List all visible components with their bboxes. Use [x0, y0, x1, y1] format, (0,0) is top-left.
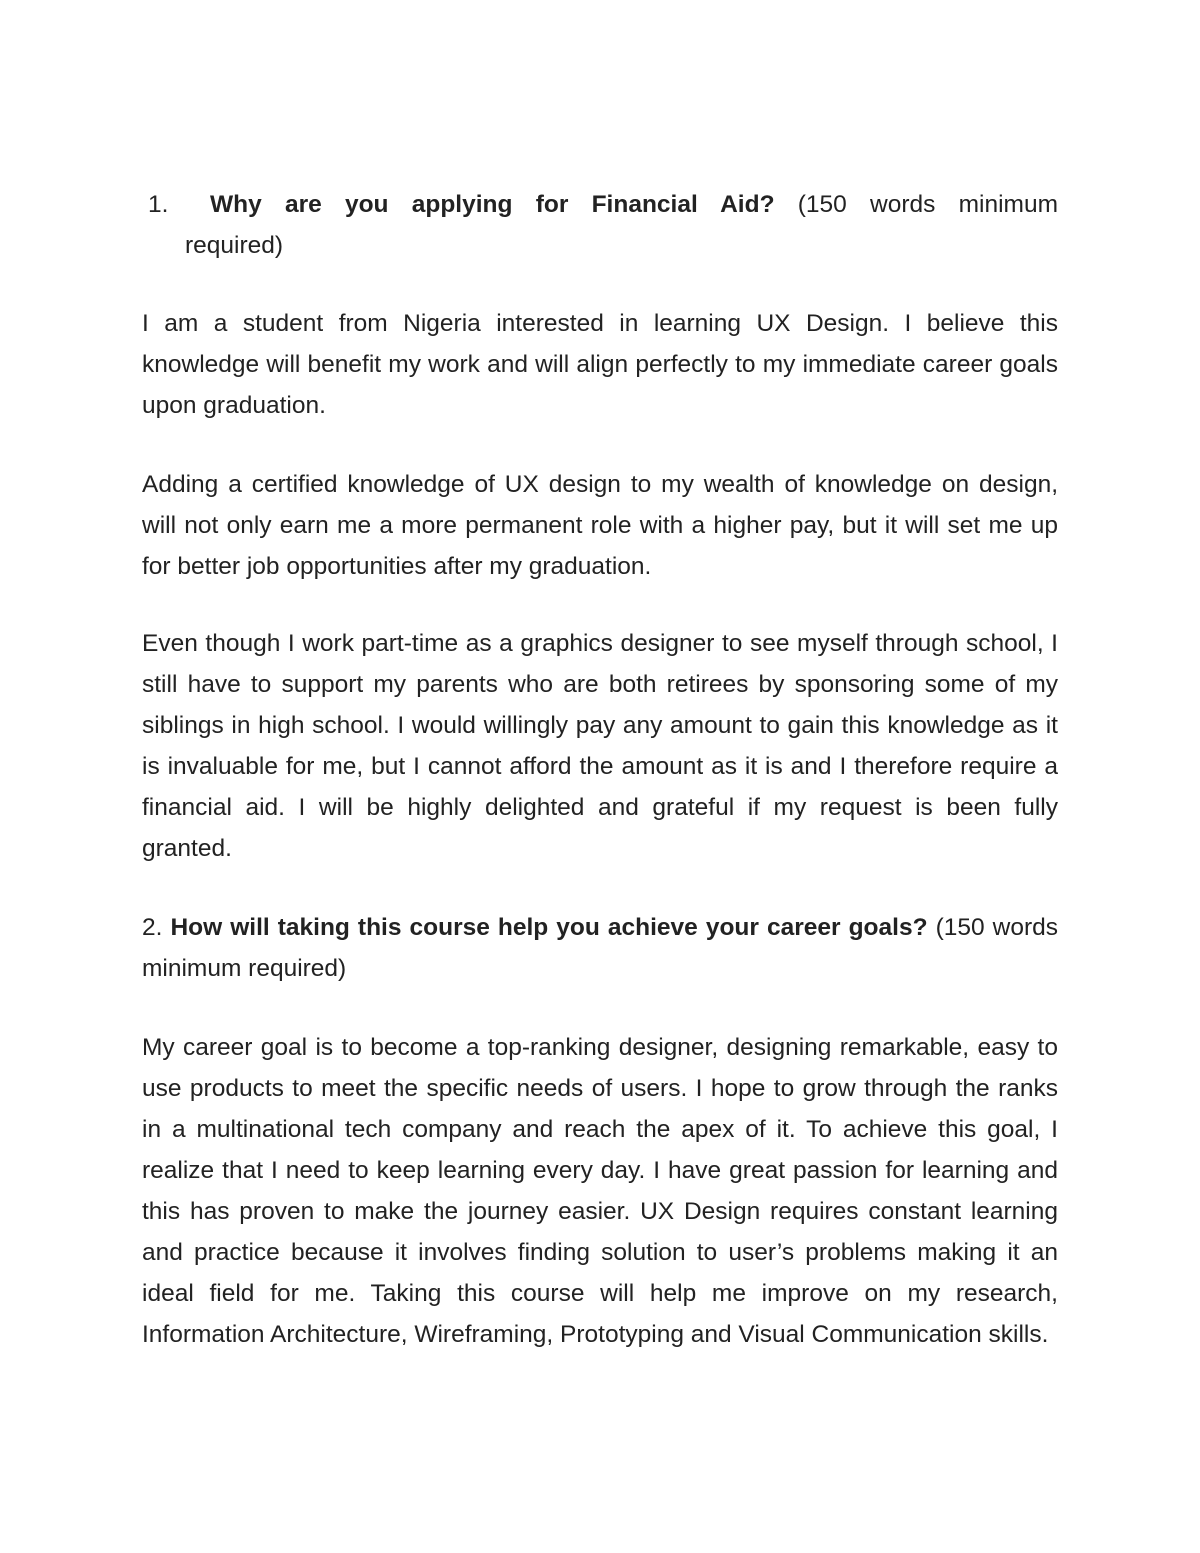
question-2-number: 2.: [142, 914, 171, 941]
answer-2-paragraph-1: My career goal is to become a top-ranking designer, designing remarkable, easy to use products to meet the specific needs of users. I hope to grow through the ranks in a multinational tech company and reach the apex of it. To achieve this goal, I realize that I need to keep learning every day. I have great passion for learning and this has proven to make the journey easier. UX Design requires constant learning and practice because it involves finding solution to user’s problems making it an ideal field for me. Taking this course will help me improve on my research, Information Architecture, Wireframing, Prototyping and Visual Communication skills.: [142, 1034, 1058, 1348]
question-1-note-continued: required): [185, 232, 284, 259]
question-1: [142, 184, 1058, 266]
question-1-note: (150 words minimum: [774, 191, 1058, 218]
question-2-note: (150 words minimum required): [142, 914, 1058, 982]
question-2-title: How will taking this course help you achieve your career goals?: [170, 914, 928, 941]
question-1-first-line: [185, 184, 1058, 225]
question-1-number: 1.: [148, 191, 169, 218]
answer-1-paragraph-1: I am a student from Nigeria interested in learning UX Design. I believe this knowledge will benefit my work and will align perfectly to my immediate career goals upon graduation.: [142, 310, 1058, 419]
question-2: [142, 907, 1058, 989]
answer-1-paragraph-3: Even though I work part-time as a graphics designer to see myself through school, I still have to support my parents who are both retirees by sponsoring some of my siblings in high school. I would willingly pay any amount to gain this knowledge as it is invaluable for me, but I cannot afford the amount as it is and I therefore require a financial aid. I will be highly delighted and grateful if my request is been fully granted.: [142, 630, 1058, 862]
answer-1-paragraph-2: Adding a certified knowledge of UX design to my wealth of knowledge on design, will not only earn me a more permanent role with a higher pay, but it will set me up for better job opportunities after my graduation.: [142, 471, 1058, 580]
question-1-title: Why are you applying for Financial Aid?: [210, 191, 775, 218]
